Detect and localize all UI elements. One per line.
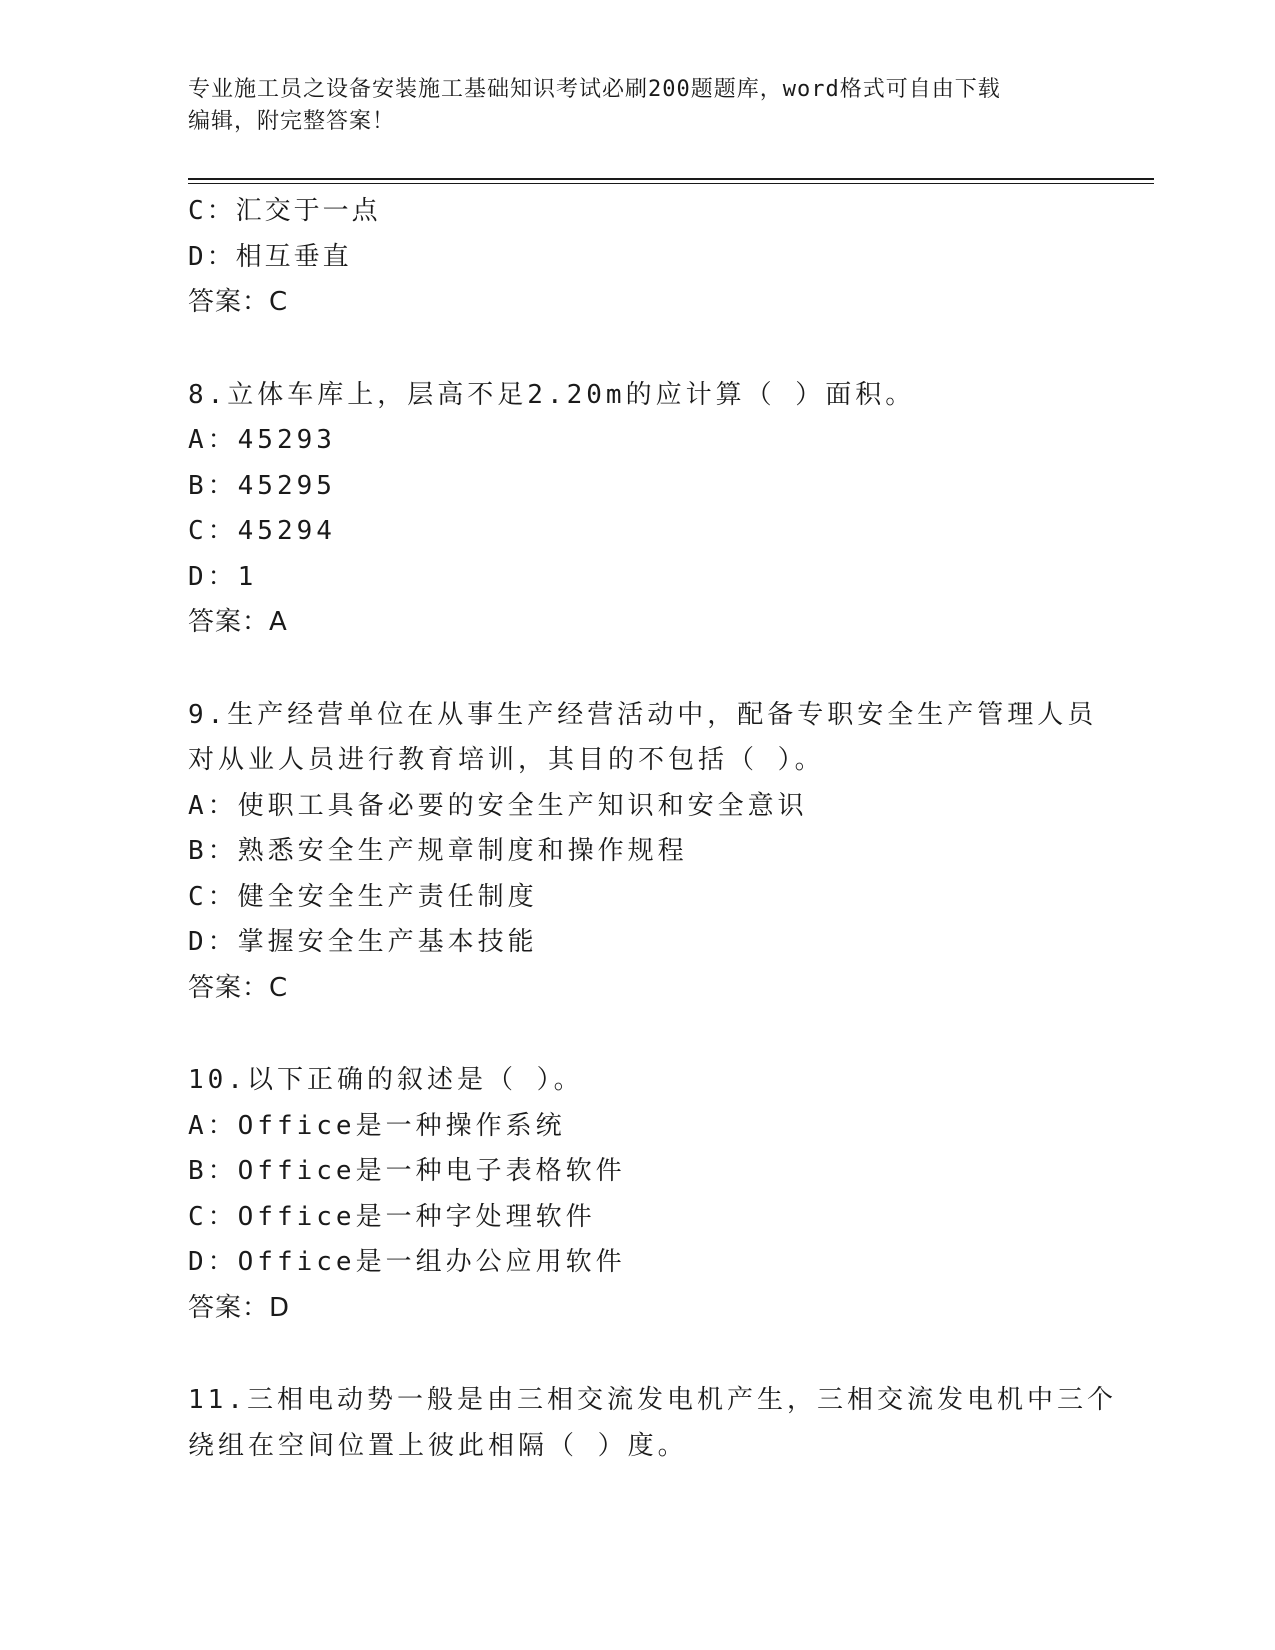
option-d: D：相互垂直 [188,241,352,272]
option-d: D：Office是一组办公应用软件 [188,1247,626,1277]
question-spacer [188,646,1088,693]
option-c: C：45294 [188,516,336,546]
option-d: D：掌握安全生产基本技能 [188,927,538,957]
question-stem-continued: 绕组在空间位置上彼此相隔（ ）度。 [188,1430,688,1461]
option-d: D：1 [188,561,258,592]
question-stem: 9.生产经营单位在从事生产经营活动中，配备专职安全生产管理人员 [188,699,1098,730]
answer-line: 答案：A [188,607,288,637]
option-b: B：Office是一种电子表格软件 [188,1156,626,1186]
question-10 [188,1058,1088,1331]
question-spacer [188,1331,1088,1378]
question-11 [188,1378,1117,1469]
option-a: A：45293 [188,425,336,455]
header-divider [188,178,1154,180]
answer-line: 答案：C [188,287,289,317]
option-a: A：Office是一种操作系统 [188,1110,566,1141]
question-spacer [188,1011,1088,1058]
answer-line: 答案：C [188,972,289,1003]
question-stem: 11.三相电动势一般是由三相交流发电机产生，三相交流发电机中三个 [188,1385,1117,1415]
option-c: C：汇交于一点 [188,196,381,226]
header-title-line-2: 编辑，附完整答案！ [188,109,396,134]
question-stem-continued: 对从业人员进行教育培训，其目的不包括（ ）。 [188,745,825,775]
option-c: C：健全安全生产责任制度 [188,881,538,912]
question-stem: 10.以下正确的叙述是（ ）。 [188,1065,584,1095]
question-spacer [188,326,1088,373]
question-9 [188,693,1098,1012]
question-continued [188,189,1088,326]
question-stem: 8.立体车库上，层高不足2.20m的应计算（ ）面积。 [188,379,916,410]
document-header [188,74,1068,138]
option-c: C：Office是一种字处理软件 [188,1201,596,1232]
option-a: A：使职工具备必要的安全生产知识和安全意识 [188,790,808,821]
header-divider-thin [188,183,1154,184]
option-b: B：45295 [188,470,336,501]
answer-line: 答案：D [188,1292,291,1323]
question-8 [188,373,1088,646]
question-list [188,189,1117,1469]
option-b: B：熟悉安全生产规章制度和操作规程 [188,836,688,866]
header-title-line-1: 专业施工员之设备安装施工基础知识考试必刷200题题库，word格式可自由下载 [188,77,1001,102]
